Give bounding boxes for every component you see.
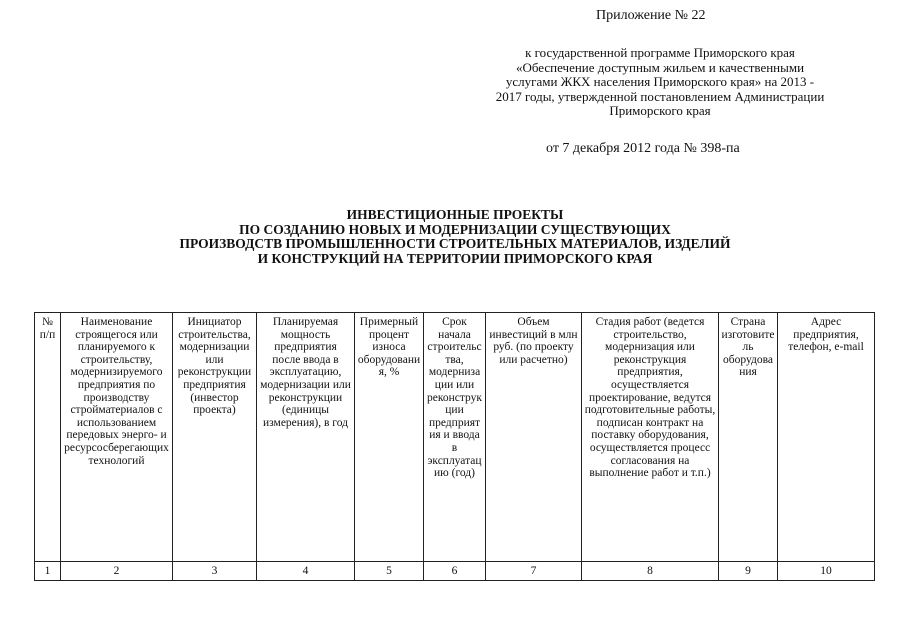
column-number-cell: 6	[424, 562, 486, 581]
header-cell-name: Наименование строящегося или планируемого к строительству, модернизируемого предприятия по производству стройматериалов с использованием передовых энерго- и ресурсосберегающих технологий	[61, 313, 173, 562]
title-line: ПО СОЗДАНИЮ НОВЫХ И МОДЕРНИЗАЦИИ СУЩЕСТВУЮЩИХ	[239, 221, 671, 237]
appendix-line: «Обеспечение доступным жильем и качественными	[515, 59, 805, 75]
appendix-reference	[440, 46, 880, 119]
title-line: ИНВЕСТИЦИОННЫЕ ПРОЕКТЫ	[346, 207, 564, 222]
table-number-row	[35, 562, 875, 581]
document-title	[60, 208, 850, 266]
column-number-cell: 2	[61, 562, 173, 581]
header-cell-number: № п/п	[35, 313, 61, 562]
column-number-cell: 8	[582, 562, 719, 581]
appendix-line: 2017 годы, утвержденной постановлением Администрации	[495, 88, 825, 104]
column-number-cell: 10	[778, 562, 875, 581]
title-line: И КОНСТРУКЦИЙ НА ТЕРРИТОРИИ ПРИМОРСКОГО КРАЯ	[257, 250, 653, 266]
table-header-row	[35, 313, 875, 562]
column-number-cell: 9	[719, 562, 778, 581]
header-cell-capacity: Планируемая мощность предприятия после ввода в эксплуатацию, модернизации или реконструкции (единицы измерения), в год	[257, 313, 355, 562]
column-number-cell: 3	[173, 562, 257, 581]
title-line: ПРОИЗВОДСТВ ПРОМЫШЛЕННОСТИ СТРОИТЕЛЬНЫХ МАТЕРИАЛОВ, ИЗДЕЛИЙ	[179, 236, 731, 251]
appendix-line: услугами ЖКХ населения Приморского края» на 2013 -	[505, 74, 815, 89]
investment-projects-table	[34, 312, 875, 581]
column-number-cell: 1	[35, 562, 61, 581]
column-number-cell: 4	[257, 562, 355, 581]
header-cell-initiator: Инициатор строительства, модернизации или реконструкции предприятия (инвестор проекта)	[173, 313, 257, 562]
header-cell-investment: Объем инвестиций в млн руб. (по проекту или расчетно)	[486, 313, 582, 562]
header-cell-term: Срок начала строительства, модернизации или реконструкции предприятия и ввода в эксплуатацию (год)	[424, 313, 486, 562]
appendix-title: Приложение № 22	[596, 8, 706, 23]
appendix-date: от 7 декабря 2012 года № 398-па	[546, 141, 740, 156]
appendix-line: Приморского края	[609, 103, 711, 118]
header-cell-country: Страна изготовитель оборудования	[719, 313, 778, 562]
header-cell-stage: Стадия работ (ведется строительство, модернизация или реконструкция предприятия, осуществляется проектирование, ведутся подготовительные работы, подписан контракт на поставку оборудования, осуществляется процесс согласования на выполнение работ и т.п.)	[582, 313, 719, 562]
header-cell-address: Адрес предприятия, телефон, e-mail	[778, 313, 875, 562]
column-number-cell: 5	[355, 562, 424, 581]
column-number-cell: 7	[486, 562, 582, 581]
appendix-line: к государственной программе Приморского края	[525, 45, 795, 60]
header-cell-wear: Примерный процент износа оборудования, %	[355, 313, 424, 562]
